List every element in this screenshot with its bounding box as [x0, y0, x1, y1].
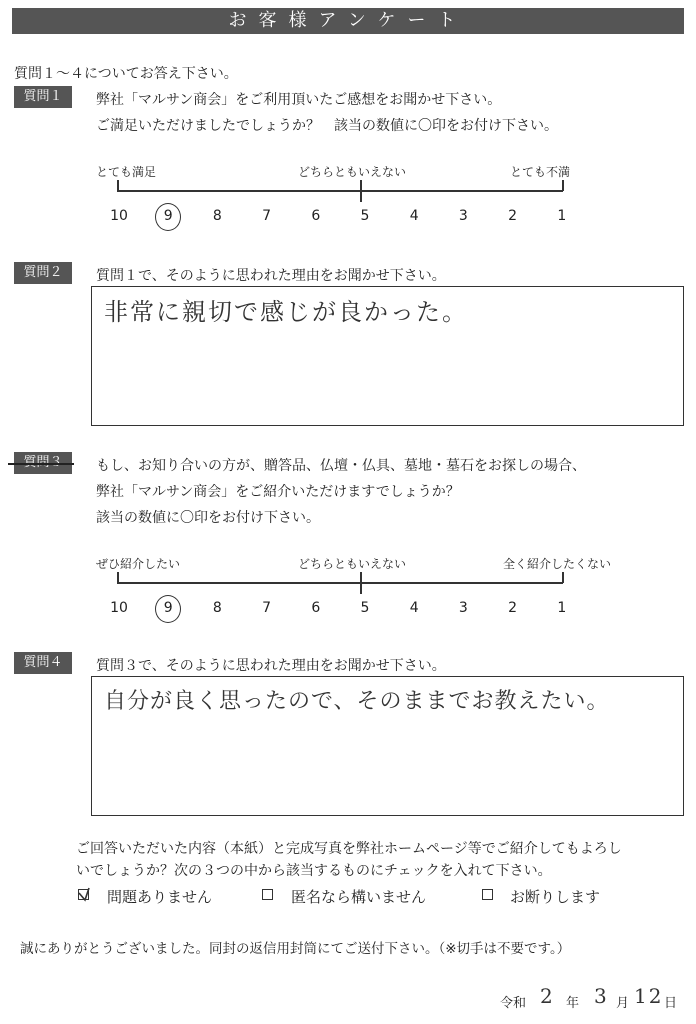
q1-line2: ご満足いただけましたでしょうか？ 該当の数値に〇印をお付け下さい。 — [96, 118, 558, 134]
date-month-unit: 月 — [616, 996, 630, 1011]
rating-number-2[interactable]: 2 — [508, 208, 518, 224]
rating-number-8[interactable]: 8 — [212, 208, 222, 224]
date-day-value: 12 — [634, 984, 664, 1008]
option-no-problem-label: 問題ありません — [107, 888, 213, 906]
intro-text: 質問１～４についてお答え下さい。 — [14, 66, 238, 82]
date-month-value: 3 — [594, 984, 609, 1008]
rating-number-6[interactable]: 6 — [311, 208, 321, 224]
rating-number-5[interactable]: 5 — [360, 600, 370, 616]
q3-scale-right: 全く紹介したくない — [503, 557, 612, 571]
q3-tick-mid — [360, 572, 362, 594]
selected-circle-mark — [155, 595, 181, 623]
q3-scale-left: ぜひ紹介したい — [96, 557, 181, 571]
date-year-unit: 年 — [566, 996, 580, 1011]
rating-number-8[interactable]: 8 — [212, 600, 222, 616]
q1-tick-mid — [360, 180, 362, 202]
q4-label: 質問４ — [14, 652, 72, 674]
q1-scale-right: とても不満 — [510, 165, 571, 179]
rating-number-4[interactable]: 4 — [409, 600, 419, 616]
option-decline-checkbox[interactable] — [482, 889, 493, 900]
q1-scale-left: とても満足 — [96, 165, 157, 179]
rating-number-1[interactable]: 1 — [557, 208, 567, 224]
rating-number-7[interactable]: 7 — [262, 600, 272, 616]
selected-circle-mark — [155, 203, 181, 231]
q4-answer-handwriting: 自分が良く思ったので、そのままでお教えたい。 — [104, 689, 610, 714]
q4-prompt: 質問３で、そのように思われた理由をお聞かせ下さい。 — [96, 658, 446, 674]
q3-label-strike — [8, 463, 74, 465]
thanks-text: 誠にありがとうございました。同封の返信用封筒にてご送付下さい。（※切手は不要です。） — [20, 941, 571, 957]
q1-tick-left — [117, 180, 119, 191]
q2-answer-handwriting: 非常に親切で感じが良かった。 — [104, 298, 468, 326]
rating-number-4[interactable]: 4 — [409, 208, 419, 224]
q3-line3: 該当の数値に〇印をお付け下さい。 — [96, 510, 320, 526]
q2-prompt: 質問１で、そのように思われた理由をお聞かせ下さい。 — [96, 268, 446, 284]
q3-scale-line — [117, 582, 563, 584]
q1-scale-line — [117, 190, 563, 192]
checkmark-icon — [76, 884, 96, 904]
rating-number-3[interactable]: 3 — [458, 600, 468, 616]
rating-number-9[interactable]: 9 — [163, 208, 173, 224]
q3-scale-mid: どちらともいえない — [298, 557, 407, 571]
survey-title: お客様アンケート — [12, 8, 684, 34]
rating-number-9[interactable]: 9 — [163, 600, 173, 616]
rating-number-3[interactable]: 3 — [458, 208, 468, 224]
rating-number-1[interactable]: 1 — [557, 600, 567, 616]
rating-number-10[interactable]: 10 — [110, 208, 128, 224]
date-era: 令和 — [500, 996, 527, 1011]
option-decline-label: お断りします — [510, 888, 601, 906]
q1-label: 質問１ — [14, 86, 72, 108]
date-year-value: 2 — [540, 984, 555, 1008]
q3-line2: 弊社「マルサン商会」をご紹介いただけますでしょうか？ — [96, 484, 460, 500]
rating-number-2[interactable]: 2 — [508, 600, 518, 616]
q3-tick-left — [117, 572, 119, 583]
q1-scale-mid: どちらともいえない — [298, 165, 407, 179]
rating-number-7[interactable]: 7 — [262, 208, 272, 224]
consent-line1: ご回答いただいた内容（本紙）と完成写真を弊社ホームページ等でご紹介してもよろし — [76, 841, 622, 857]
consent-line2: いでしょうか？次の３つの中から該当するものにチェックを入れて下さい。 — [76, 863, 552, 879]
q2-label: 質問２ — [14, 262, 72, 284]
q3-line1: もし、お知り合いの方が、贈答品、仏壇・仏具、墓地・墓石をお探しの場合、 — [96, 458, 586, 474]
rating-number-6[interactable]: 6 — [311, 600, 321, 616]
rating-number-10[interactable]: 10 — [110, 600, 128, 616]
option-anonymous-checkbox[interactable] — [262, 889, 273, 900]
date-day-unit: 日 — [664, 996, 678, 1011]
rating-number-5[interactable]: 5 — [360, 208, 370, 224]
q1-line1: 弊社「マルサン商会」をご利用頂いたご感想をお聞かせ下さい。 — [96, 92, 502, 108]
q3-tick-right — [562, 572, 564, 583]
q1-tick-right — [562, 180, 564, 191]
option-anonymous-label: 匿名なら構いません — [291, 888, 427, 906]
